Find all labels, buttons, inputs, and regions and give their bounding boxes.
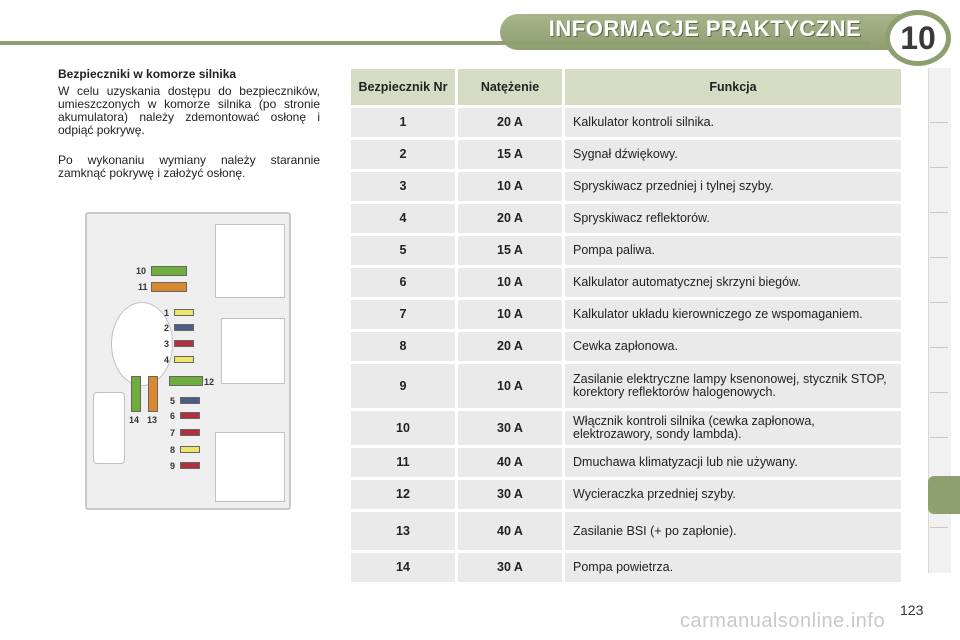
fuse-2 xyxy=(174,324,194,331)
fuse-amperage: 10 A xyxy=(458,172,562,201)
fuse-11 xyxy=(151,282,187,292)
fuse-number: 8 xyxy=(351,332,455,361)
fuse-13 xyxy=(148,376,158,412)
fuse-number: 12 xyxy=(351,480,455,509)
table-header-row xyxy=(351,69,901,105)
fuse-number: 6 xyxy=(351,268,455,297)
table-row xyxy=(351,332,901,361)
fuse-label: 14 xyxy=(129,415,140,425)
table-row xyxy=(351,411,901,445)
fuse-function: Cewka zapłonowa. xyxy=(565,332,901,361)
table-row xyxy=(351,108,901,137)
fuse-amperage: 10 A xyxy=(458,268,562,297)
tab-divider xyxy=(930,122,948,123)
fuse-number: 7 xyxy=(351,300,455,329)
fuse-5 xyxy=(180,397,200,404)
fuse-number: 1 xyxy=(351,108,455,137)
tab-divider xyxy=(930,392,948,393)
col-header-amperage: Natężenie xyxy=(458,69,562,105)
fuse-amperage: 15 A xyxy=(458,236,562,265)
fuse-amperage: 40 A xyxy=(458,448,562,477)
fuse-7 xyxy=(180,429,200,436)
fuse-label: 1 xyxy=(164,308,170,318)
fuse-10 xyxy=(151,266,187,276)
fuse-number: 4 xyxy=(351,204,455,233)
relay-slot xyxy=(221,318,285,384)
fuse-label: 11 xyxy=(138,282,148,292)
fuse-label: 2 xyxy=(164,323,170,333)
table-row xyxy=(351,364,901,408)
relay-slot xyxy=(215,224,285,298)
col-header-function: Funkcja xyxy=(565,69,901,105)
fuse-label: 8 xyxy=(170,445,176,455)
fuse-function: Kalkulator kontroli silnika. xyxy=(565,108,901,137)
fuse-amperage: 40 A xyxy=(458,512,562,550)
fuse-box-diagram xyxy=(85,212,291,510)
tab-divider xyxy=(930,437,948,438)
fuse-amperage: 20 A xyxy=(458,108,562,137)
fuse-number: 10 xyxy=(351,411,455,445)
fuse-3 xyxy=(174,340,194,347)
fuse-function: Pompa powietrza. xyxy=(565,553,901,582)
tab-divider xyxy=(930,167,948,168)
col-header-fuse-number: Bezpiecznik Nr xyxy=(351,69,455,105)
fuse-function: Wycieraczka przedniej szyby. xyxy=(565,480,901,509)
fuse-label: 4 xyxy=(164,355,170,365)
fuse-number: 13 xyxy=(351,512,455,550)
fuse-number: 9 xyxy=(351,364,455,408)
page-title: INFORMACJE PRAKTYCZNE xyxy=(548,16,862,41)
page-number: 123 xyxy=(900,602,924,618)
fuse-label: 10 xyxy=(136,266,147,276)
table-row xyxy=(351,140,901,169)
fuse-amperage: 30 A xyxy=(458,480,562,509)
fuse-amperage: 15 A xyxy=(458,140,562,169)
fuse-function: Spryskiwacz przedniej i tylnej szyby. xyxy=(565,172,901,201)
fuse-1 xyxy=(174,309,194,316)
relay-slot xyxy=(93,392,125,464)
fuse-function: Zasilanie elektryczne lampy ksenonowej, stycznik STOP, korektory reflektorów halogenowych. xyxy=(565,364,901,408)
table-row xyxy=(351,448,901,477)
fuse-function: Włącznik kontroli silnika (cewka zapłonowa, elektrozawory, sondy lambda). xyxy=(565,411,901,445)
table-row xyxy=(351,268,901,297)
table-row xyxy=(351,553,901,582)
fuse-number: 3 xyxy=(351,172,455,201)
table-row xyxy=(351,512,901,550)
table-row xyxy=(351,172,901,201)
table-row xyxy=(351,236,901,265)
fuse-amperage: 30 A xyxy=(458,411,562,445)
intro-paragraph: W celu uzyskania dostępu do bezpieczników, umieszczonych w komorze silnika (po stronie akumulatora) należy zdemontować osłonę i odpiąć pokrywę. xyxy=(58,84,320,137)
fuse-amperage: 10 A xyxy=(458,300,562,329)
tab-chapter-10[interactable] xyxy=(928,476,960,514)
fuse-4 xyxy=(174,356,194,363)
tab-divider xyxy=(930,257,948,258)
fuse-6 xyxy=(180,412,200,419)
fuse-function: Dmuchawa klimatyzacji lub nie używany. xyxy=(565,448,901,477)
fuse-label: 13 xyxy=(147,415,158,425)
fuse-table xyxy=(348,66,904,585)
fuse-number: 5 xyxy=(351,236,455,265)
fuse-label: 12 xyxy=(204,377,215,387)
fuse-amperage: 20 A xyxy=(458,204,562,233)
fuse-number: 2 xyxy=(351,140,455,169)
fuse-label: 5 xyxy=(170,396,176,406)
fuse-function: Kalkulator układu kierowniczego ze wspomaganiem. xyxy=(565,300,901,329)
fuse-label: 3 xyxy=(164,339,170,349)
fuse-label: 6 xyxy=(170,411,176,421)
tab-divider xyxy=(930,527,948,528)
tab-divider xyxy=(930,347,948,348)
closing-paragraph: Po wykonaniu wymiany należy starannie zamknąć pokrywę i założyć osłonę. xyxy=(58,153,320,180)
section-heading: Bezpieczniki w komorze silnika xyxy=(58,67,237,81)
fuse-function: Kalkulator automatycznej skrzyni biegów. xyxy=(565,268,901,297)
fuse-8 xyxy=(180,446,200,453)
table-row xyxy=(351,480,901,509)
fuse-label: 7 xyxy=(170,428,176,438)
fuse-amperage: 20 A xyxy=(458,332,562,361)
relay-slot xyxy=(215,432,285,502)
fuse-amperage: 10 A xyxy=(458,364,562,408)
table-row xyxy=(351,204,901,233)
fuse-function: Zasilanie BSI (+ po zapłonie). xyxy=(565,512,901,550)
fuse-function: Spryskiwacz reflektorów. xyxy=(565,204,901,233)
tab-divider xyxy=(930,212,948,213)
fuse-number: 11 xyxy=(351,448,455,477)
tab-divider xyxy=(930,302,948,303)
fuse-function: Sygnał dźwiękowy. xyxy=(565,140,901,169)
fuse-number: 14 xyxy=(351,553,455,582)
fuse-14 xyxy=(131,376,141,412)
fuse-function: Pompa paliwa. xyxy=(565,236,901,265)
fuse-9 xyxy=(180,462,200,469)
fuse-12 xyxy=(169,376,203,386)
fuse-label: 9 xyxy=(170,461,176,471)
table-row xyxy=(351,300,901,329)
fuse-amperage: 30 A xyxy=(458,553,562,582)
chapter-badge: 10 xyxy=(885,10,951,66)
watermark: carmanualsonline.info xyxy=(680,610,886,632)
